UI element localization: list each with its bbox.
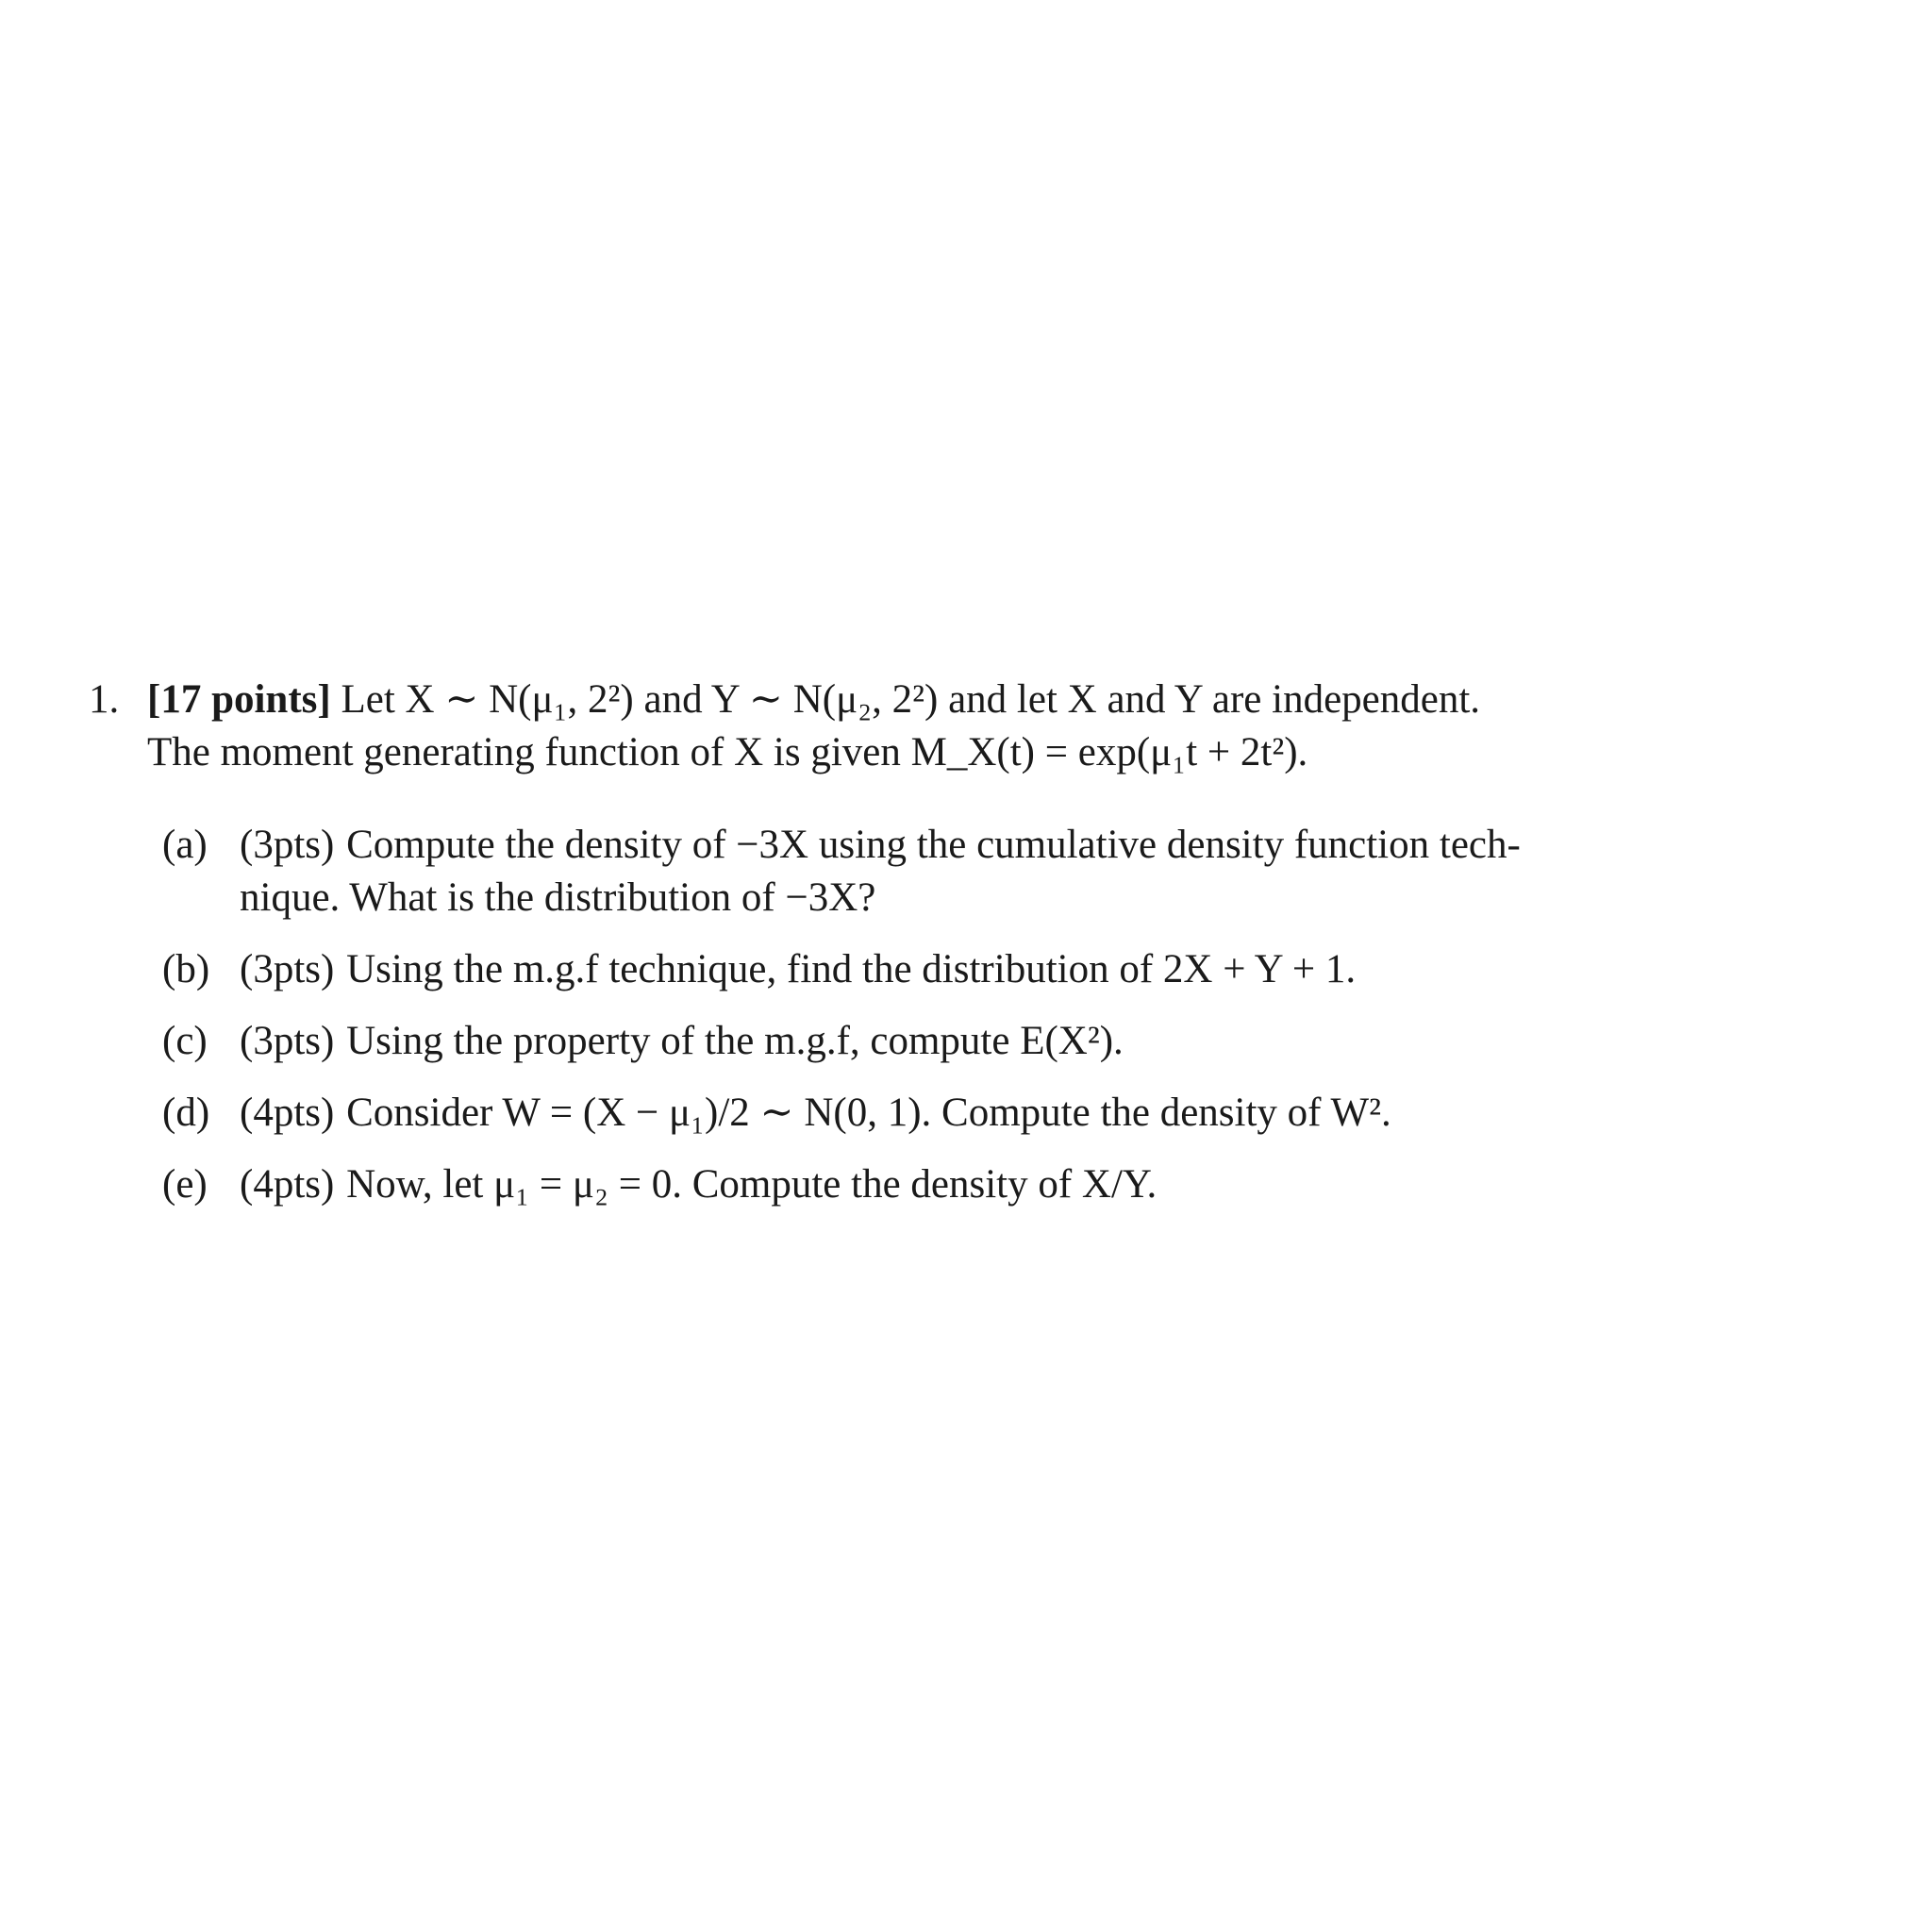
part-label: (d) [162,1091,210,1135]
part-points: (3pts) [240,947,335,991]
problem-statement-line2: The moment generating function of X is given M_X(t) = exp(μ₁t + 2t²). [147,730,1308,774]
problem-number: 1. [89,677,120,722]
part-points: (4pts) [240,1091,335,1135]
part-points: (4pts) [240,1162,335,1207]
part-text: Using the m.g.f technique, find the distribution of 2X + Y + 1. [346,947,1357,991]
part-text-continued: nique. What is the distribution of −3X? [240,875,876,920]
part-d [89,1087,1806,1140]
part-e [89,1158,1806,1211]
part-points: (3pts) [240,823,335,867]
part-text: Compute the density of −3X using the cumulative density function tech- [346,823,1521,867]
problem-points: [17 points] [147,677,331,722]
part-b [89,943,1806,996]
part-text: Now, let μ₁ = μ₂ = 0. Compute the density of X/Y. [346,1162,1158,1207]
part-label: (c) [162,1019,208,1063]
problem-parts [89,819,1806,1211]
problem-statement-line1: Let X ∼ N(μ₁, 2²) and Y ∼ N(μ₂, 2²) and let X and Y are independent. [341,677,1481,722]
part-label: (b) [162,947,210,991]
part-text: Using the property of the m.g.f, compute E(X²). [346,1019,1124,1063]
part-label: (a) [162,823,208,867]
problem-1 [89,674,1806,1230]
part-a [89,819,1806,924]
part-label: (e) [162,1162,208,1207]
part-c [89,1015,1806,1068]
part-text: Consider W = (X − μ₁)/2 ∼ N(0, 1). Compute the density of W². [346,1091,1391,1135]
part-points: (3pts) [240,1019,335,1063]
problem-header [89,674,1806,779]
